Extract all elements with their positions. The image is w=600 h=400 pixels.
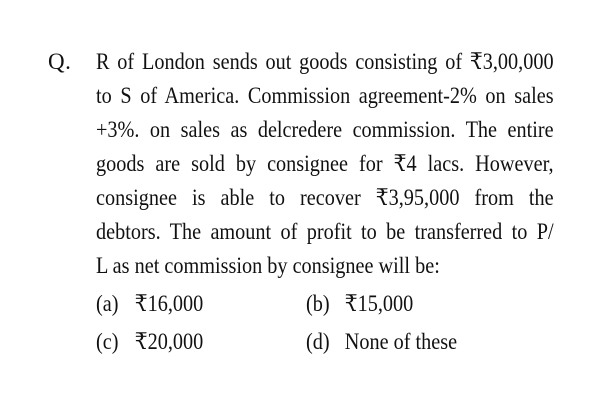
option-text: ₹15,000	[344, 291, 414, 316]
question-text-line: R of London sends out goods consisting of ₹3,00,000	[96, 49, 554, 74]
option-label: (b)	[306, 291, 330, 316]
option-label: (c)	[96, 329, 119, 354]
option-b[interactable]	[306, 290, 413, 318]
option-label: (a)	[96, 291, 119, 316]
question-text-line: to S of America. Commission agreement-2% on sales	[96, 83, 554, 108]
question-number: Q.	[48, 49, 72, 74]
option-label: (d)	[306, 329, 330, 354]
option-d[interactable]	[306, 328, 457, 356]
option-a[interactable]	[96, 290, 203, 318]
option-text: None of these	[344, 329, 458, 354]
question-text-line: +3%. on sales as delcredere commission. The entire	[96, 117, 554, 142]
question-text-line: debtors. The amount of profit to be transferred to P/	[96, 219, 554, 244]
question-text-line: L as net commission by consignee will be:	[96, 253, 440, 278]
question-text-line: consignee is able to recover ₹3,95,000 from the	[96, 185, 554, 210]
question-text-line: goods are sold by consignee for ₹4 lacs. However,	[96, 151, 554, 176]
option-c[interactable]	[96, 328, 203, 356]
option-text: ₹16,000	[134, 291, 204, 316]
option-text: ₹20,000	[134, 329, 204, 354]
